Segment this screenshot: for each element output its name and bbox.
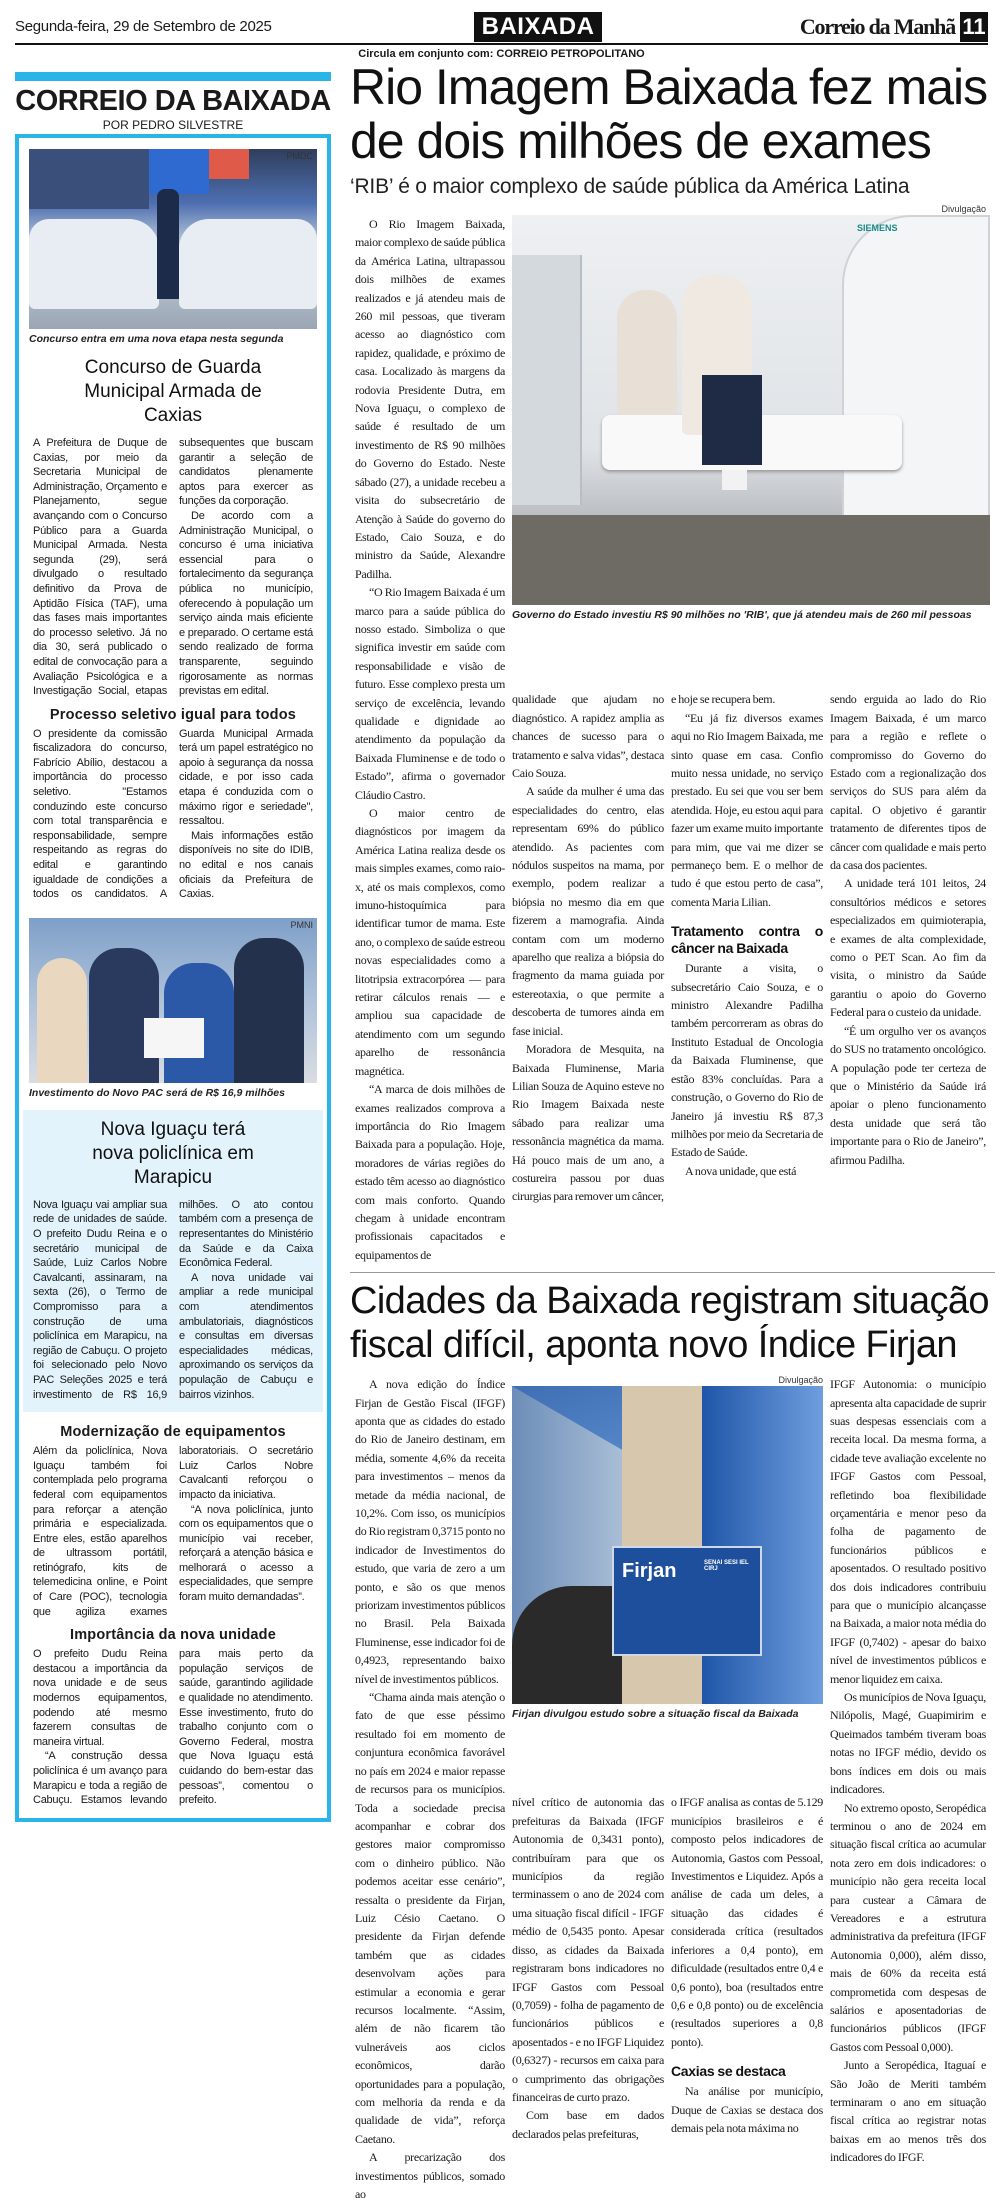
paragraph: O maior centro de diagnósticos por imagem da América Latina realiza desde os mais simples exames, como raio-x, até os mais complexos, como imuno-histoquímica para identificar tumor de mama. Este ano, o complexo de saúde estreou novas especialidades como a litotripsia extracorpórea — para retirar cálculos renais — e ampliou sua capacidade de atendimento com um segundo aparelho de ressonância magnética.: [355, 806, 505, 1078]
paragraph: Com base em dados declarados pelas prefeituras,: [512, 2108, 664, 2141]
story-body: [29, 1647, 317, 1808]
article-column: [355, 1375, 505, 2203]
article-column: [512, 1793, 664, 2143]
edition-date: Segunda-feira, 29 de Setembro de 2025: [15, 18, 272, 35]
paragraph: Junto a Seropédica, Itaguaí e São João de Meriti também terminaram o ano em situação fiscal crítica ao registrar notas baixas em ao menos três dos indicadores do IFGF.: [830, 2058, 986, 2165]
photo-firjan-building: [512, 1386, 823, 1704]
main-content: [350, 60, 995, 2203]
scanner-logo: SIEMENS: [857, 223, 898, 233]
paragraph: nível crítico de autonomia das prefeituras da Baixada (IFGF Autonomia de 0,3431 ponto), contribuíram para que os municípios da região terminassem o ano de 2024 com uma situação fiscal difícil - IFGF médio de 0,5435 ponto. Apesar disso, as cidades da Baixada registraram bons indicadores no IFGF Gastos com Pessoal (0,7059) - folha de pagamento de funcionários públicos e aposentados - e no IFGF Liquidez (0,6327) - recursos em caixa para o cumprimento das obrigações financeiras de curto prazo.: [512, 1795, 664, 2104]
article-deck: ‘RIB’ é o maior complexo de saúde pública da América Latina: [350, 175, 910, 198]
paragraph: Moradora de Mesquita, na Baixada Fluminense, Maria Lilian Souza de Aquino esteve no Rio Imagem Baixada neste sábado para realizar uma ressonância magnética da mama. Há pouco mais de um ano, a costureira passou por duas cirurgias para remover um câncer,: [512, 1042, 664, 1204]
paragraph: “A marca de dois milhões de exames realizados comprova a importância do Rio Imagem Baixada para a população. Hoje, moradores de várias regiões do estado têm acesso ao diagnóstico com mais conforto. Quando chegam à unidade encontram profissionais capacitados e equipamentos de: [355, 1082, 505, 1262]
paragraph: A nova edição do Índice Firjan de Gestão Fiscal (IFGF) aponta que as cidades do estado do Rio de Janeiro destinam, em média, somente 4,6% da receita para investimentos – menos da metade da média nacional, de 10,2%. Com isso, os municípios do Rio registram 0,3715 ponto no indicador de Investimentos do estudo, que varia de zero a um ponto, e são os que menos priorizam investimentos públicos no Brasil. Pela Baixada Fluminense, esse indicador foi de 0,4923, representando baixo nível de investimentos públicos.: [355, 1377, 505, 1686]
circulation-note: Circula em conjunto com: CORREIO PETROPOLITANO: [358, 48, 645, 60]
photo-credit: PMNI: [290, 919, 313, 930]
paragraph: “A construção dessa policlínica é um avanço para Marapicu e toda a região de Cabuçu. Estamos levando para mais perto da população serviços de saúde, garantindo agilidade e qualidade no atendimento. Esse investimento, fruto do trabalho conjunto com o Governo Federal, mostra que Nova Iguaçu está cuidando do bem-estar das pessoas”, comentou o prefeito.: [33, 1648, 313, 1807]
highlight-background: [23, 1110, 323, 1412]
paragraph: Mais informações estão disponíveis no site do IDIB, no edital e nos canais oficiais da Prefeitura de Caxias.: [179, 829, 313, 901]
paragraph: “É um orgulho ver os avanços do SUS no tratamento oncológico. A população pode ter certeza de que o Ministério da Saúde irá apoiar o pleno funcionamento desta unidade que será tão importante para o Rio de Janeiro”, afirmou Padilha.: [830, 1023, 986, 1167]
article-column: [671, 1793, 823, 2137]
story-headline: Concurso de Guarda Municipal Armada de Caxias: [84, 357, 262, 426]
paragraph: De acordo com a Administração Municipal, o concurso é uma iniciativa essencial para o fortalecimento da segurança pública no município, oferecendo à população um serviço ainda mais eficiente e preparado. O certame está sendo realizado de forma transparente, seguindo rigorosamente as normas previstas em edital.: [179, 509, 313, 698]
story-body: [29, 436, 317, 699]
firjan-logo: Firjan: [622, 1560, 677, 1583]
photo-block: [512, 1375, 823, 1721]
story-body: [29, 1444, 317, 1619]
sidebar-accent-bar: [15, 72, 331, 81]
photo-guarda-municipal: [29, 149, 317, 329]
sidebar-byline: POR PEDRO SILVESTRE: [102, 118, 244, 132]
story-subhead: Processo seletivo igual para todos: [49, 706, 297, 723]
article-headline: Cidades da Baixada registram situação fiscal difícil, aponta novo Índice Firjan: [350, 1280, 989, 1367]
paragraph: No extremo oposto, Seropédica terminou o ano de 2024 em situação fiscal crítica ao acumular nota zero em dois indicadores: o município não gera receita local para custear a Câmara de Vereadores e a estrutura administrativa da prefeitura (IFGF Autonomia 0,000), além disso, mais de 60% da receita está comprometida com despesas de salários e aposentadorias de funcionários públicos (IFGF Gastos com Pessoal 0,000).: [830, 1800, 986, 2054]
paragraph: A nova unidade vai ampliar a rede municipal com atendimentos ambulatoriais, diagnósticos e consultas em diversas especialidades médicas, aproximando os serviços da população de Cabuçu e bairros vizinhos.: [179, 1271, 313, 1401]
paragraph: “O Rio Imagem Baixada é um marco para a saúde pública do nosso estado. Simboliza o que significa investir em saúde com responsabilidade e visão de futuro. Esse complexo presta um serviço de excelência, levando qualidade e dignidade ao atendimento da população da Baixada Fluminense e de todo o Estado”, afirma o governador Cláudio Castro.: [355, 585, 505, 802]
paragraph: A nova unidade, que está: [685, 1163, 797, 1178]
page-number: 11: [960, 12, 988, 42]
paragraph: A saúde da mulher é uma das especialidades do centro, elas representam 69% do público atendido. As pacientes com nódulos suspeitos na mama, por exemplo, podem realizar a biópsia no mesmo dia em que fizerem a mamografia. Ainda contam com um moderno aparelho que realiza a biópsia do fragmento da mama guiada por estereotaxia, o que permite a descoberta de tumores ainda em fase inicial.: [512, 784, 664, 1038]
story-body: [29, 727, 317, 902]
article-divider: [350, 1272, 995, 1273]
photo-caption: Concurso entra em uma nova etapa nesta segunda: [29, 333, 284, 345]
paragraph: O presidente da comissão fiscalizadora do concurso, Fabrício Abílio, destacou a importância do processo seletivo. "Estamos conduzindo este concurso com total transparência e responsabilidade, sempre respeitando as regras do edital e garantindo igualdade de condições a todos os candidatos. A Guarda Municipal Armada terá um papel estratégico no apoio à segurança da nossa cidade, e por isso cada etapa é conduzida com o máximo rigor e seriedade", ressaltou.: [33, 727, 313, 901]
paragraph: sendo erguida ao lado do Rio Imagem Baixada, é um marco para a região e reflete o compromisso do Governo do Estado com a regionalização dos serviços do SUS para além da capital. O objetivo é garantir tratamento de diferentes tipos de câncer com qualidade e mais perto da casa dos pacientes.: [830, 692, 986, 873]
firjan-logo-sub: SENAI SESI IEL CIRJ: [704, 1560, 749, 1573]
paragraph: e hoje se recupera bem.: [671, 692, 776, 707]
photo-caption: Investimento do Novo PAC será de R$ 16,9 milhões: [29, 1086, 285, 1099]
paragraph: O prefeito Dudu Reina destacou a importância da nova unidade e de seus modernos equipamentos, podendo até mesmo fazerem consultas de maneira virtual.: [33, 1648, 167, 1748]
paragraph: “A nova policlínica, junto com os equipamentos que o município vai receber, reforçará a atenção básica e melhorará o acesso a especialidades, que sempre foram muito demandadas”.: [179, 1503, 313, 1604]
article-column: [355, 215, 505, 1264]
paragraph: “Chama ainda mais atenção o fato de que esse péssimo resultado foi em momento de conjuntura econômica favorável no país em 2024 e maior repasse de recursos para os municípios. Toda a sociedade precisa acompanhar e cobrar dos gestores maior compromisso com o dinheiro público. Não podemos aceitar esse cenário”, ressalta o presidente da Firjan, Luiz Césio Caetano. O presidente da Firjan defende também que as cidades desenvolvam ações para estimular a economia e gerar recursos localmente. “Assim, além de não ficarem tão vulneráveis aos ciclos econômicos, darão oportunidades para a população, com melhoria da renda e da qualidade de vida”, reforça Caetano.: [355, 1690, 505, 2146]
photo-caption: Firjan divulgou estudo sobre a situação fiscal da Baixada: [512, 1708, 799, 1721]
sidebar-title: CORREIO DA BAIXADA: [15, 85, 331, 117]
paragraph: o IFGF analisa as contas de 5.129 municípios brasileiros e é composto pelos indicadores de Autonomia, Gastos com Pessoal, Investimentos e Liquidez. Após a análise de cada um deles, a situação das cidades é considerada crítica (resultados inferiores a 0,4 ponto), em dificuldade (resultados entre 0,4 e 0,6 ponto), boa (resultados entre 0,6 e 0,8 ponto) ou de excelência (resultados superiores a 0,8 ponto).: [671, 1795, 823, 2049]
sidebar: [15, 72, 331, 1822]
paragraph: O Rio Imagem Baixada, maior complexo de saúde pública da América Latina, ultrapassou dois milhões de exames realizados e já atendeu mais de 260 mil pessoas, que tiveram acesso ao diagnóstico com rapidez, qualidade, e próximo de casa. Localizado às margens da rodovia Presidente Dutra, em Nova Iguaçu, o complexo de saúde é resultado de um investimento de R$ 90 milhões do Governo do Estado. Neste sábado (27), a unidade recebeu a visita do subsecretário de Atenção à Saúde do governo do Estado, Caio Souza, e do ministro da Saúde, Alexandre Padilha.: [355, 217, 505, 581]
photo-caption: Governo do Estado investiu R$ 90 milhões no 'RIB', que já atendeu mais de 260 mil pessoas: [512, 609, 972, 621]
photo-policlinica-signing: [29, 918, 317, 1083]
paragraph: IFGF Autonomia: o município apresenta alta capacidade de suprir suas despesas essenciais com a receita local. Da mesma forma, a cidade teve avaliação excelente no IFGF Gastos com Pessoal, refletindo boa flexibilidade orçamentária e menor peso da folha de pagamento de funcionários públicos e aposentados. O resultado positivo dos dois indicadores contribuiu para que o município alcançasse na Baixada, a maior nota média do IFGF (0,7402) - apesar do baixo nível de investimentos públicos e menor liquidez em caixa.: [830, 1377, 986, 1686]
article-column: [830, 690, 986, 1169]
article-subhead: Tratamento contra o câncer na Baixada: [671, 923, 823, 957]
photo-block: [512, 204, 986, 622]
paragraph: A unidade terá 101 leitos, 24 consultórios médicos e setores especializados em quimioterapia, e exames de alta complexidade, como o PET Scan. Ao fim da visita, o ministro da Saúde garantiu o apoio do Governo Federal para o custeio da unidade.: [830, 876, 986, 1020]
sidebar-frame: [15, 134, 331, 1822]
paragraph: Na análise por município, Duque de Caxias se destaca dos demais pela nota máxima no: [671, 2084, 823, 2135]
story-subhead: Importância da nova unidade: [69, 1627, 277, 1644]
article-column: [830, 1375, 986, 2166]
photo-rio-imagem-baixada: [512, 215, 990, 605]
paragraph: “Eu já fiz diversos exames aqui no Rio Imagem Baixada, me sinto quase em casa. Confio muito nessa unidade, no serviço prestado. Eu sei que vou ser bem atendida. Hoje, eu estou aqui para fazer um exame muito importante para mim, que vai me dizer se permaneço bem. E o melhor de tudo é que estou perto de casa”, comenta Maria Lilian.: [671, 710, 823, 909]
article-column: [512, 690, 664, 1205]
article-subhead: Caxias se destaca: [671, 2063, 786, 2080]
paragraph: A Prefeitura de Duque de Caxias, por meio da Secretaria Municipal de Administração, Orçamento e Planejamento, segue avançando com o Concurso Público para a Guarda Municipal Armada. Nesta segunda (29), será divulgado o resultado definitivo da Prova de Aptidão Física (TAF), uma das fases mais importantes do processo seletivo. Já no dia 30, será publicado o edital de convocação para a Avaliação Psicológica e a Investigação Social, etapas subsequentes que buscam garantir a seleção de candidatos plenamente aptos para exercer as funções da corporação.: [33, 437, 313, 698]
article-headline: Rio Imagem Baixada fez mais de dois milhões de exames: [350, 59, 988, 169]
paragraph: Nova Iguaçu vai ampliar sua rede de unidades de saúde. O prefeito Dudu Reina e o secretário municipal de Saúde, Luiz Carlos Nobre Cavalcanti, assinaram, na sexta (26), o Termo de Compromisso para a construção de uma policlínica em Marapicu, na região de Cabuçu. O projeto foi selecionado pelo Novo PAC Seleções 2025 e terá investimento de R$ 16,9 milhões. O ato contou também com a presença de representantes do Ministério da Saúde e da Caixa Econômica Federal.: [33, 1198, 313, 1401]
newspaper-logo: Correio da Manhã: [799, 14, 955, 39]
article-column: [671, 690, 823, 1180]
story-body: [29, 1198, 317, 1402]
paragraph: Além da policlínica, Nova Iguaçu também foi contemplada pelo programa federal com equipamentos para reforçar a atenção primária e especializada. Entre eles, estão aparelhos de ultrassom portátil, retinógrafo, kits de telemedicina online, e Point of Care (POC), tecnologia que agiliza exames laboratoriais. O secretário Luiz Carlos Nobre Cavalcanti reforçou o impacto da iniciativa.: [33, 1445, 313, 1618]
photo-credit: Divulgação: [778, 1375, 823, 1386]
header-rule: [15, 43, 988, 45]
paragraph: Os municípios de Nova Iguaçu, Nilópolis, Magé, Guapimirim e Queimados também tiveram boas notas no IFGF médio, devido os bons índices em dois ou mais indicadores.: [830, 1690, 986, 1797]
story-subhead: Modernização de equipamentos: [60, 1424, 286, 1441]
article-1: [355, 204, 995, 1264]
photo-credit: Divulgação: [941, 204, 986, 214]
photo-credit: PMDC: [286, 151, 313, 161]
paragraph: Durante a visita, o subsecretário Caio Souza, e o ministro Alexandre Padilha também percorreram as obras do Instituto Estadual de Oncologia da Baixada Fluminense, que estão 83% concluídas. Para a construção, o Governo do Rio de Janeiro já investiu R$ 87,3 milhões por meio da Secretaria de Estado de Saúde.: [671, 961, 823, 1160]
article-2: [355, 1375, 995, 2203]
paragraph: A precarização dos investimentos públicos, somado ao: [355, 2150, 505, 2202]
paragraph: qualidade que ajudam no diagnóstico. A rapidez amplia as chances de sucesso para o tratamento e salva vidas”, destaca Caio Souza.: [512, 692, 664, 781]
story-headline: Nova Iguaçu terá nova policlínica em Marapicu: [92, 1118, 254, 1188]
section-label: BAIXADA: [474, 12, 602, 42]
